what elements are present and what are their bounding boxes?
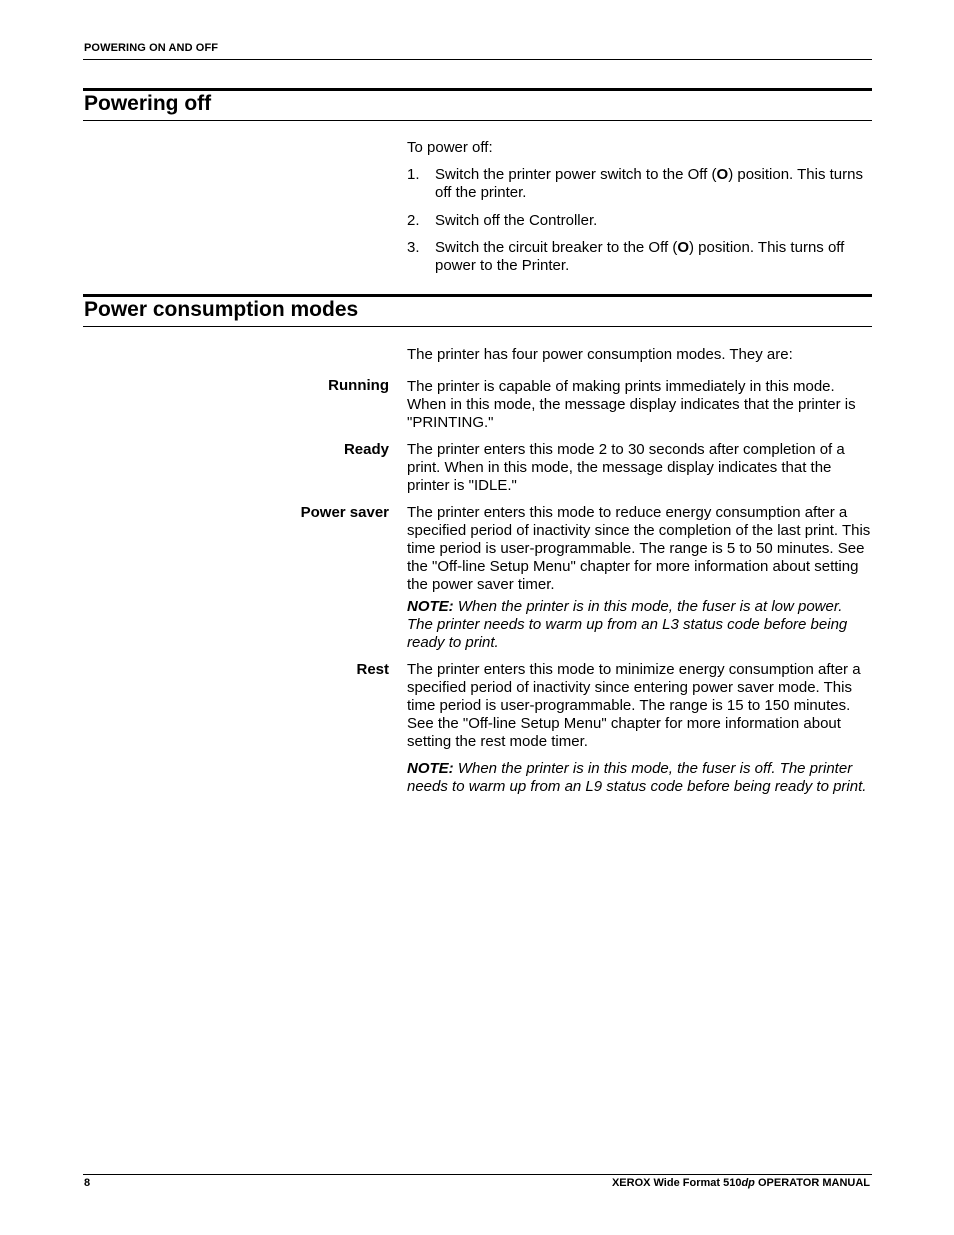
- mode-desc-rest: The printer enters this mode to minimize energy consumption after a specified period of inactivity since entering power saver mode. This time period is user-programmable. The range is 15 to 150 minutes. See the "Off-line Setup Menu" chapter for more information about setting the rest mode timer.: [407, 661, 861, 750]
- section-bottom-rule: [83, 326, 872, 327]
- mode-desc-running: The printer is capable of making prints immediately in this mode. When in this mode, the message display indicates that the printer is "PRINTING.": [407, 378, 856, 431]
- step-text: Switch the circuit breaker to the Off (O) position. This turns off power to the Printer.: [435, 239, 845, 274]
- mode-desc-power-saver: The printer enters this mode to reduce energy consumption after a specified period of inactivity since the completion of the last print. This time period is user-programmable. The range is 5 to 50 minutes. See the "Off-line Setup Menu" chapter for more information about setting the power saver timer.: [407, 504, 871, 593]
- mode-desc-ready: The printer enters this mode 2 to 30 seconds after completion of a print. When in this mode, the message display indicates that the printer is "IDLE.": [407, 441, 845, 494]
- section-bottom-rule: [83, 120, 872, 121]
- power-modes-intro: The printer has four power consumption modes. They are:: [407, 346, 793, 363]
- step-text: Switch the printer power switch to the Off (O) position. This turns off the printer.: [435, 166, 863, 201]
- mode-term-running: Running: [328, 377, 389, 394]
- section-title-powering-off: Powering off: [84, 92, 212, 115]
- section-title-power-modes: Power consumption modes: [84, 298, 359, 321]
- mode-term-power-saver: Power saver: [300, 504, 389, 521]
- manual-title: XEROX Wide Format 510dp OPERATOR MANUAL: [611, 1177, 870, 1189]
- off-symbol: O: [716, 166, 729, 183]
- mode-term-rest: Rest: [356, 661, 389, 678]
- section-top-rule: [83, 88, 872, 91]
- powering-off-intro: To power off:: [407, 139, 493, 156]
- page-number: 8: [84, 1177, 91, 1189]
- header-rule: [83, 59, 872, 60]
- footer-rule: [83, 1174, 872, 1175]
- section-top-rule: [83, 294, 872, 297]
- step-text: Switch off the Controller.: [435, 212, 598, 229]
- step-number: 2.: [407, 212, 420, 229]
- running-head: POWERING ON AND OFF: [84, 42, 219, 54]
- mode-term-ready: Ready: [343, 441, 389, 458]
- note-label: NOTE:: [407, 598, 454, 615]
- step-number: 1.: [407, 166, 420, 183]
- note-label: NOTE:: [407, 760, 454, 777]
- note-rest: NOTE: When the printer is in this mode, the fuser is off. The printer needs to warm up from an L9 status code before being ready to print.: [407, 760, 867, 795]
- note-power-saver: NOTE: When the printer is in this mode, the fuser is at low power. The printer needs to warm up from an L3 status code before being ready to print.: [407, 598, 848, 651]
- step-number: 3.: [407, 239, 420, 256]
- off-symbol: O: [677, 239, 689, 256]
